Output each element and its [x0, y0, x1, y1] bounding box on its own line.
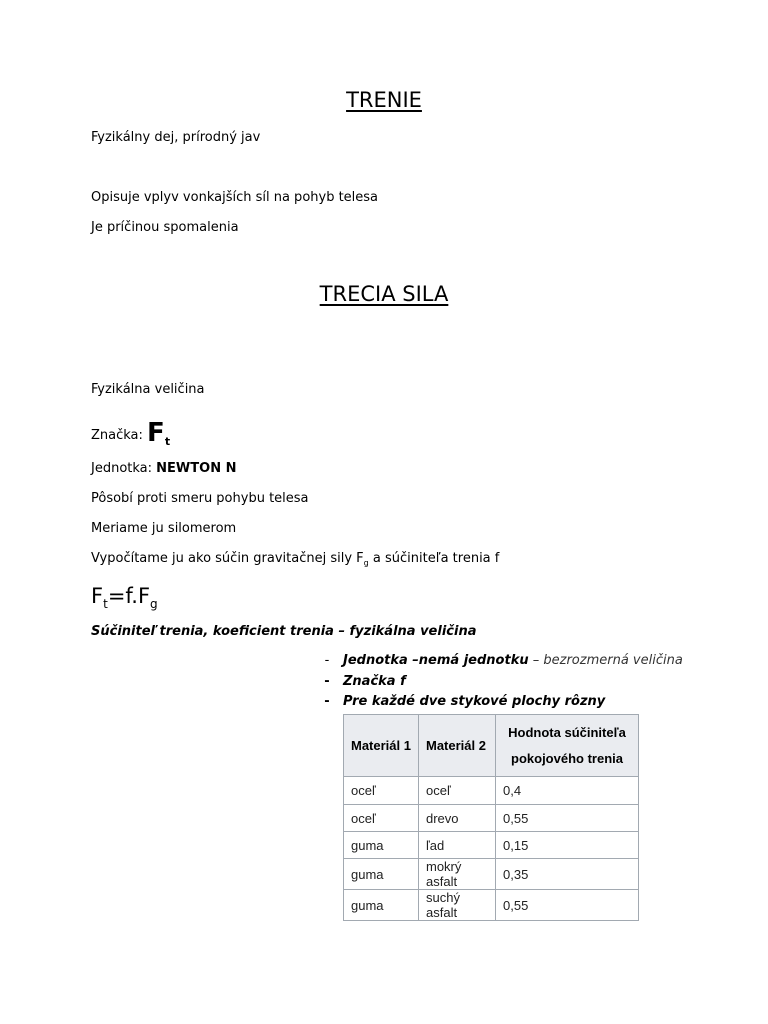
friction-coefficient-table	[343, 714, 639, 921]
symbol-value: $F_t$	[147, 418, 171, 448]
table-cell: 0,4	[496, 777, 639, 805]
friction-formula: $F_t=f.F_g$	[91, 584, 158, 612]
table-cell: guma	[344, 859, 419, 890]
unit-label: Jednotka:	[91, 461, 153, 476]
table-cell: oceľ	[344, 777, 419, 805]
text-line: Meriame ju silomerom	[91, 521, 237, 536]
unit-value: NEWTON N	[156, 461, 237, 476]
unit-line	[91, 461, 236, 476]
table-cell: 0,55	[496, 890, 639, 921]
text-line: Fyzikálny dej, prírodný jav	[91, 130, 261, 145]
table-cell: 0,55	[496, 805, 639, 832]
calc-line: Vypočítame ju ako súčin gravitačnej sily $F_g$ a súčiniteľa trenia f	[91, 551, 500, 568]
heading-trecia-sila: TRECIA SILA	[319, 282, 449, 306]
text-line: Pôsobí proti smeru pohybu telesa	[91, 491, 309, 506]
table-cell: mokrý asfalt	[419, 859, 496, 890]
text-line: Je príčinou spomalenia	[91, 220, 239, 235]
column-header: Materiál 2	[419, 715, 496, 777]
table-cell: guma	[344, 832, 419, 859]
text-line: Fyzikálna veličina	[91, 382, 205, 397]
table-row	[344, 832, 639, 859]
table-row	[344, 805, 639, 832]
text-line: Opisuje vplyv vonkajších síl na pohyb telesa	[91, 190, 379, 205]
table-cell: ľad	[419, 832, 496, 859]
table-cell: oceľ	[344, 805, 419, 832]
symbol-label: Značka:	[91, 428, 143, 443]
bullet-item: Pre každé dve stykové plochy rôzny	[343, 694, 606, 709]
bullet-marker: -	[324, 674, 330, 689]
table-cell: guma	[344, 890, 419, 921]
symbol-line	[91, 418, 170, 448]
coefficient-title: Súčiniteľ trenia, koeficient trenia – fyzikálna veličina	[91, 624, 477, 639]
table-header-row	[344, 715, 639, 777]
table-cell: 0,15	[496, 832, 639, 859]
bullet-marker: -	[324, 694, 330, 709]
table-row	[344, 859, 639, 890]
table-cell: oceľ	[419, 777, 496, 805]
bullet-item: Značka f	[343, 674, 406, 689]
table-cell: suchý asfalt	[419, 890, 496, 921]
table-row	[344, 890, 639, 921]
column-header: Hodnota súčiniteľa pokojového trenia	[496, 715, 639, 777]
bullet-item: Jednotka –nemá jednotku – bezrozmerná veličina	[343, 653, 683, 668]
table-cell: drevo	[419, 805, 496, 832]
table-cell: 0,35	[496, 859, 639, 890]
bullet-marker: -	[324, 653, 330, 668]
table-row	[344, 777, 639, 805]
column-header: Materiál 1	[344, 715, 419, 777]
heading-trenie: TRENIE	[346, 88, 422, 112]
